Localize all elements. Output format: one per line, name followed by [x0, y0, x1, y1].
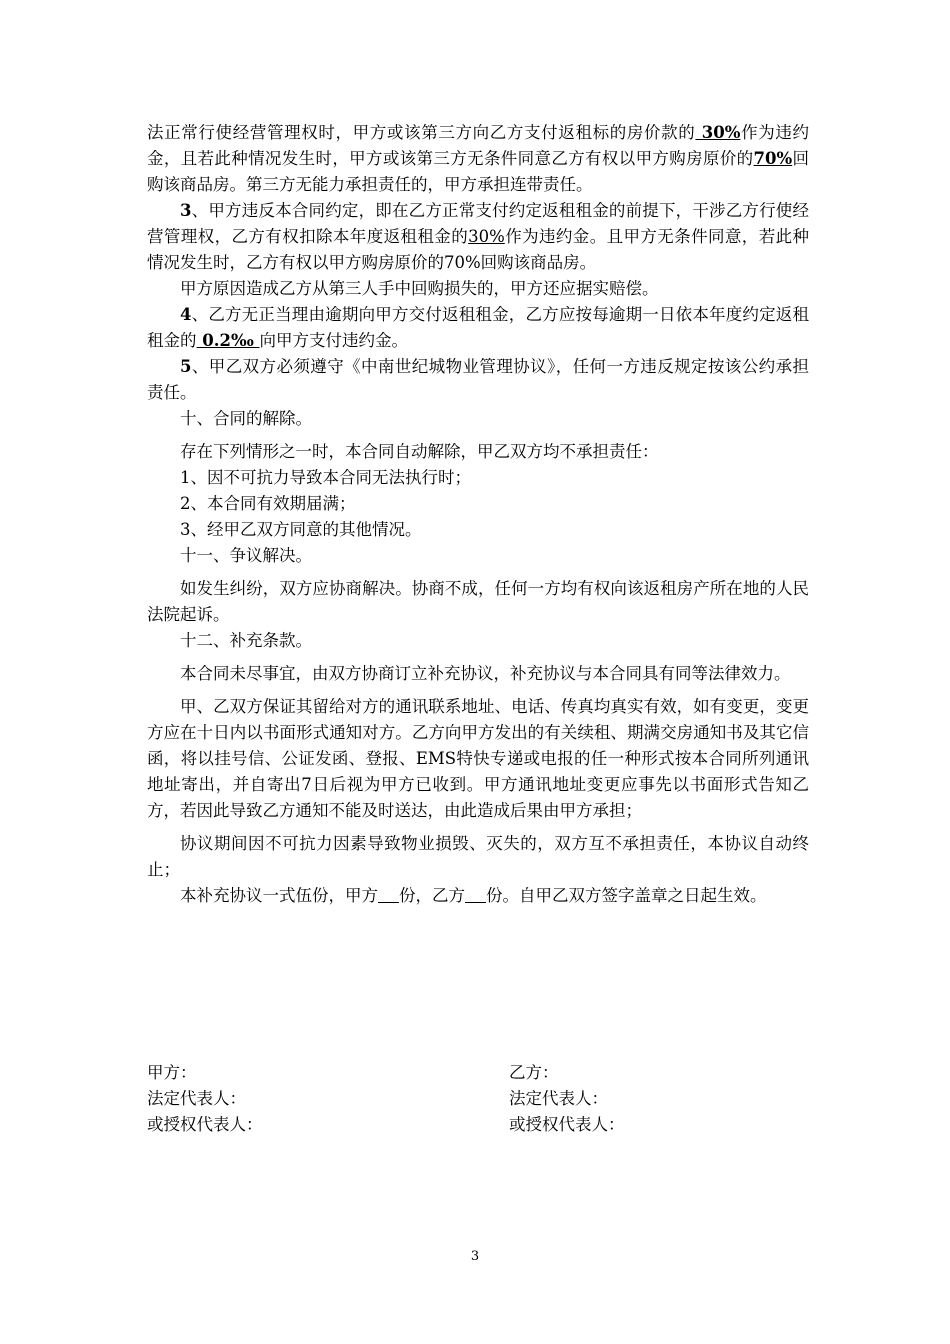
text-run: 份，乙方 [398, 886, 465, 905]
text-run: 份。自甲乙双方签字盖章之日起生效。 [485, 886, 767, 905]
text-run: 、甲方违反本合同约定，即在乙方正常支付约定返租租金的前提下，干涉乙方行使经营管理权，乙方有权扣除本年度返租租金的 [147, 201, 809, 246]
text-run: 作为违约金，且若此种情况发生时，甲方或该第三方无条件同意乙方有权以甲方购房原价的 [147, 123, 810, 168]
text-run: 法正常行使经营管理权时，甲方或该第三方向乙方支付返租标的房价款的 [147, 123, 696, 142]
party-b-signature [509, 1060, 809, 1138]
section-intro: 存在下列情形之一时，本合同自动解除，甲乙双方均不承担责任： [180, 442, 659, 461]
text-run: 向甲方支付违约金。 [259, 331, 409, 350]
page-number: 3 [470, 1249, 480, 1264]
penalty-percent: 30% [468, 227, 505, 246]
section-paragraph: 如发生纠纷，双方应协商解决。协商不成，任何一方均有权向该返租房产所在地的人民法院起诉。 [147, 579, 809, 624]
document-body [147, 120, 809, 909]
blank-line [465, 886, 486, 905]
section-paragraph: 协议期间因不可抗力因素导致物业损毁、灭失的，双方互不承担责任，本协议自动终止； [147, 834, 809, 879]
clause-paragraph [147, 120, 809, 198]
list-item: 1、因不可抗力导致本合同无法执行时； [180, 468, 471, 487]
text-run: 、甲乙双方必须遵守《中南世纪城物业管理协议》，任何一方违反规定按该公约承担责任。 [147, 357, 809, 402]
clause-paragraph: 甲方原因造成乙方从第三人手中回购损失的，甲方还应据实赔偿。 [180, 279, 659, 298]
clause-number: 4 [180, 305, 192, 324]
penalty-percent: 30% [695, 123, 741, 142]
party-a-signature [147, 1060, 509, 1138]
text-run: 作为违约金。且甲方无条件同意，若此种情况发生时，乙方有权以甲方购房原价的70%回购该商品房。 [147, 227, 810, 272]
text-run: 、乙方无正当理由逾期向甲方交付返租租金，乙方应按每逾期一日依本年度约定返租租金的 [147, 305, 809, 350]
late-fee-rate: 0.2‰ [196, 331, 260, 350]
party-b-label: 乙方： [509, 1063, 559, 1082]
party-b-authorized-rep: 或授权代表人： [509, 1115, 625, 1134]
party-b-legal-rep: 法定代表人： [509, 1089, 608, 1108]
text-run: 回购该商品房。第三方无能力承担责任的，甲方承担连带责任。 [147, 149, 810, 194]
party-a-authorized-rep: 或授权代表人： [147, 1115, 263, 1134]
list-item: 3、经甲乙双方同意的其他情况。 [180, 520, 422, 539]
buyback-percent: 70% [753, 149, 793, 168]
section-title: 十、合同的解除。 [180, 409, 312, 428]
section-paragraph: 本合同未尽事宜，由双方协商订立补充协议，补充协议与本合同具有同等法律效力。 [180, 664, 791, 683]
list-item: 2、本合同有效期届满； [180, 494, 356, 513]
section-title: 十一、争议解决。 [180, 546, 312, 565]
blank-line [378, 886, 399, 905]
party-a-label: 甲方： [147, 1063, 197, 1082]
clause-number: 5 [180, 357, 192, 376]
copies-paragraph [147, 883, 809, 909]
text-run: 本补充协议一式伍份，甲方 [180, 886, 378, 905]
signature-block [147, 1060, 809, 1138]
section-title: 十二、补充条款。 [180, 631, 312, 650]
clause-3 [147, 198, 809, 276]
clause-5 [147, 354, 809, 406]
section-paragraph: 甲、乙双方保证其留给对方的通讯联系地址、电话、传真均真实有效，如有变更，变更方应在十日内以书面形式通知对方。乙方向甲方发出的有关续租、期满交房通知书及其它信函，将以挂号信、公证发函、登报、EMS特快专递或电报的任一种形式按本合同所列通讯地址寄出，并自寄出7日后视为甲方已收到。甲方通讯地址变更应事先以书面形式告知乙方，若因此导致乙方通知不能及时送达，由此造成后果由甲方承担； [147, 697, 809, 820]
party-a-legal-rep: 法定代表人： [147, 1089, 246, 1108]
clause-number: 3 [180, 201, 192, 220]
clause-4 [147, 302, 809, 354]
